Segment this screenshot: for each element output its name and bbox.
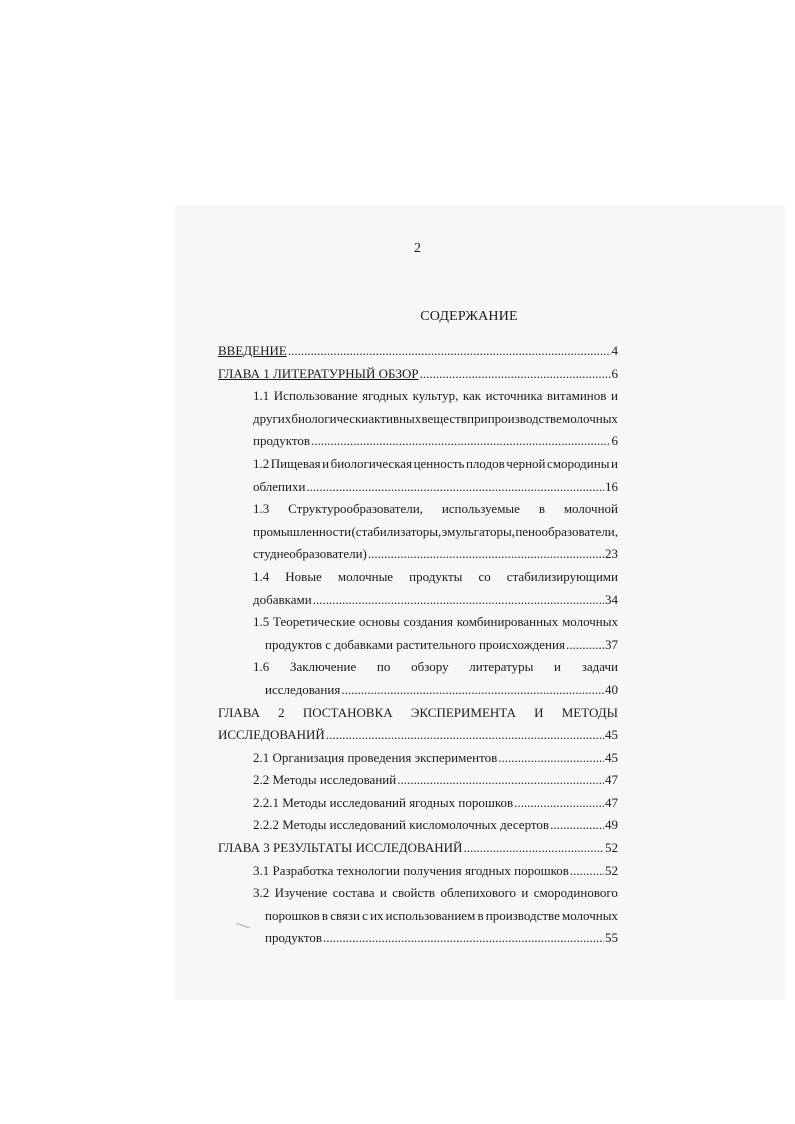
toc-entry-label: продуктов с добавками растительного происхождения — [265, 636, 565, 652]
toc-entry-label: ГЛАВА 1 ЛИТЕРАТУРНЫЙ ОБЗОР — [218, 365, 419, 381]
toc-entry-label: продуктов — [265, 930, 322, 946]
toc-entry-page: 47 — [605, 794, 618, 810]
toc-entry-chapter-3 — [218, 837, 618, 860]
toc-entry-1-4-line-1: 1.4 Новые молочные продукты со стабилизирующими — [253, 568, 618, 584]
toc-entry-1-5-line-2 — [218, 634, 618, 657]
toc-entry-1-3-line-2: промышленности (стабилизаторы, эмульгаторы, пенообразователи, — [253, 523, 618, 539]
toc-entry-1-1-line-1: 1.1 Использование ягодных культур, как источника витаминов и — [253, 388, 618, 404]
toc-entry-1-1-line-2: других биологически активных веществ при производстве молочных — [253, 410, 618, 426]
toc-entry-3-2-line-2: порошков в связи с их использованием в производстве молочных — [265, 907, 618, 923]
toc-entry-label: 3.1 Разработка технологии получения ягодных порошков — [253, 862, 569, 878]
toc-entry-1-6-line-2 — [218, 679, 618, 702]
toc-entry-page: 34 — [605, 591, 618, 607]
toc-entry-chapter-1 — [218, 363, 618, 386]
toc-entry-page: 45 — [605, 749, 618, 765]
toc-entry-label: 2.1 Организация проведения экспериментов — [253, 749, 498, 765]
toc-entry-3-2-line-3 — [218, 927, 618, 950]
toc-entry-page: 37 — [605, 636, 618, 652]
page-number: 2 — [414, 241, 421, 256]
toc-entry-1-5-line-1: 1.5 Теоретические основы создания комбинированных молочных — [253, 614, 618, 630]
toc-entry-2-2-1 — [218, 792, 618, 815]
toc-entry-label: ИССЛЕДОВАНИЙ — [218, 727, 325, 743]
toc-title: СОДЕРЖАНИЕ — [420, 309, 518, 324]
toc-entry-1-2-line-1: 1.2 Пищевая и биологическая ценность плодов черной смородины и — [253, 455, 618, 471]
toc-entry-label: исследования — [265, 681, 341, 697]
toc-entry-intro — [218, 340, 618, 363]
toc-entry-1-3-line-3 — [218, 543, 618, 566]
toc-entry-page: 52 — [605, 862, 618, 878]
toc-entry-2-1 — [218, 747, 618, 770]
toc-entry-label: студнеобразователи) — [253, 546, 367, 562]
toc-entry-2-2 — [218, 769, 618, 792]
toc-entry-page: 49 — [605, 817, 618, 833]
toc-entry-label: 2.2 Методы исследований — [253, 772, 397, 788]
toc-entry-page: 6 — [611, 365, 618, 381]
toc-entry-1-2-line-2 — [218, 476, 618, 499]
toc-entry-page: 23 — [605, 546, 618, 562]
toc-entry-label: 2.2.2 Методы исследований кисломолочных десертов — [253, 817, 550, 833]
toc-entry-page: 16 — [605, 478, 618, 494]
toc-entry-1-3-line-1: 1.3 Структурообразователи, используемые в молочной — [253, 501, 618, 517]
toc-entry-1-6-line-1: 1.6 Заключение по обзору литературы и задачи — [253, 659, 618, 675]
toc-entry-1-1-line-3 — [218, 430, 618, 453]
toc-entry-label: 2.2.1 Методы исследований ягодных порошков — [253, 794, 514, 810]
toc-entry-3-1 — [218, 860, 618, 883]
toc-entry-page: 52 — [605, 840, 618, 856]
toc-entry-page: 40 — [605, 681, 618, 697]
toc-entry-label: облепихи — [253, 478, 306, 494]
toc-entry-1-4-line-2 — [218, 589, 618, 612]
toc-entry-label: продуктов — [253, 433, 310, 449]
toc-entry-label: ГЛАВА 3 РЕЗУЛЬТАТЫ ИССЛЕДОВАНИЙ — [218, 840, 463, 856]
toc-entry-page: 47 — [605, 772, 618, 788]
toc-entry-label: добавками — [253, 591, 312, 607]
toc-entry-page: 4 — [611, 343, 618, 358]
table-of-contents — [218, 340, 618, 950]
toc-entry-page: 45 — [605, 727, 618, 743]
toc-entry-page: 6 — [611, 433, 618, 449]
toc-entry-page: 55 — [605, 930, 618, 946]
toc-entry-chapter-2-line-1: ГЛАВА 2 ПОСТАНОВКА ЭКСПЕРИМЕНТА И МЕТОДЫ — [218, 704, 618, 720]
toc-entry-2-2-2 — [218, 814, 618, 837]
toc-entry-3-2-line-1: 3.2 Изучение состава и свойств облепихового и смородинового — [253, 885, 618, 901]
toc-entry-chapter-2-line-2 — [218, 724, 618, 747]
toc-entry-label: ВВЕДЕНИЕ — [218, 343, 287, 358]
